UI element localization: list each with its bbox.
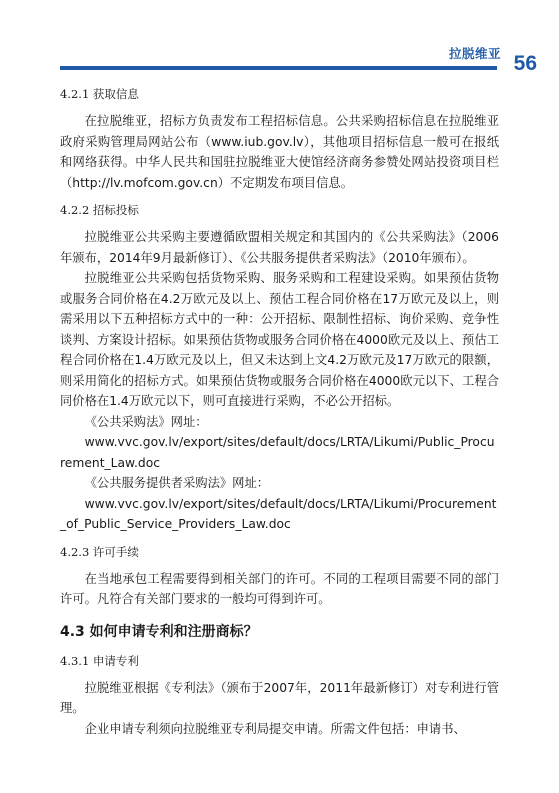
page-number: 56 [513,52,537,75]
page-content [60,86,499,739]
url-public-service-providers-law: www.vvc.gov.lv/export/sites/default/docs/LRTA/Likumi/Procurement_of_Public_Service_Providers_Law.doc [60,496,497,531]
heading-4-2-3: 4.2.3 许可手续 [60,544,139,559]
paragraph: 企业申请专利须向拉脱维亚专利局提交申请。所需文件包括：申请书、 [84,721,466,736]
paragraph: 《公共服务提供者采购法》网址： [84,476,270,490]
paragraph: 在当地承包工程需要得到相关部门的许可。不同的工程项目需要不同的部门许可。凡符合有关部门要求的一般均可得到许可。 [60,571,499,606]
paragraph: 拉脱维亚公共采购主要遵循欧盟相关规定和其国内的《公共采购法》（2006年颁布，2014年9月最新修订）、《公共服务提供者采购法》（2010年颁布）。 [60,230,499,265]
heading-4-3: 4.3 如何申请专利和注册商标？ [60,623,258,640]
paragraph: 《公共采购法》网址： [84,414,208,429]
url-public-procurement-law: www.vvc.gov.lv/export/sites/default/docs/LRTA/Likumi/Public_Procurement_Law.doc [60,435,495,470]
paragraph: 拉脱维亚公共采购包括货物采购、服务采购和工程建设采购。如果预估货物或服务合同价格在4.2万欧元及以上、预估工程合同价格在17万欧元及以上，则需采用以下五种招标方式中的一种：公开招标、限制性招标、询价采购、竞争性谈判、方案设计招标。如果预估货物或服务合同价格在4000欧元及以上、预估工程合同价格在1.4万欧元及以上，但又未达到上文4.2万欧元及17万欧元的限额，则采用简化的招标方式。如果预估货物或服务合同价格在4000欧元以下、工程合同价格在1.4万欧元以下，则可直接进行采购，不必公开招标。 [60,271,499,408]
paragraph: 在拉脱维亚，招标方负责发布工程招标信息。公共采购招标信息在拉脱维亚政府采购管理局网站公布（www.iub.gov.lv），其他项目招标信息一般可在报纸和网络获得。中华人民共和国驻拉脱维亚大使馆经济商务参赞处网站投资项目栏（http://lv.mofcom.gov.cn）不定期发布项目信息。 [60,114,499,190]
header-rule [60,66,497,70]
heading-4-2-1: 4.2.1 获取信息 [60,87,139,101]
paragraph: 拉脱维亚根据《专利法》（颁布于2007年，2011年最新修订）对专利进行管理。 [60,680,499,715]
heading-4-3-1: 4.3.1 申请专利 [60,653,139,668]
heading-4-2-2: 4.2.2 招标投标 [60,203,139,217]
header-chapter-title: 拉脱维亚 [448,46,501,61]
